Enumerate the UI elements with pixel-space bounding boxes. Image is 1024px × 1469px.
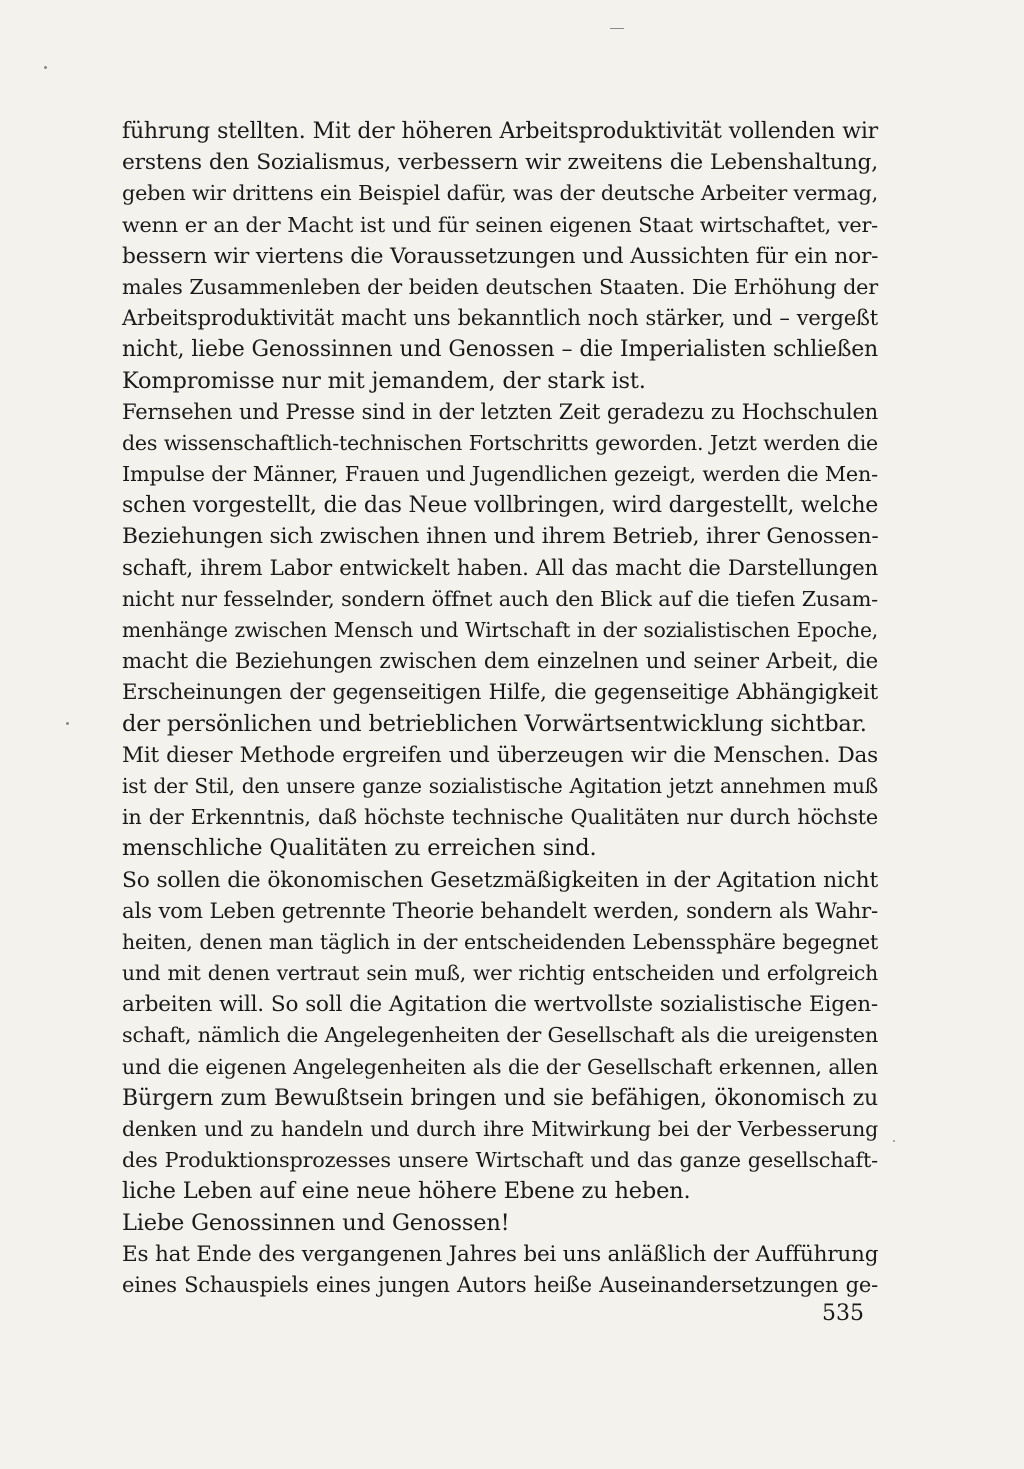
text-line: Liebe Genossinnen und Genossen! bbox=[122, 1209, 510, 1236]
text-line: Impulse der Männer, Frauen und Jugendlichen gezeigt, werden die Men- bbox=[122, 462, 878, 487]
text-line: nicht, liebe Genossinnen und Genossen – die Imperialisten schließen bbox=[122, 337, 878, 363]
text-line: Mit dieser Methode ergreifen und überzeugen wir die Menschen. Das bbox=[122, 742, 878, 768]
text-line: ist der Stil, den unsere ganze sozialistische Agitation jetzt annehmen muß bbox=[122, 773, 878, 798]
scan-speck bbox=[893, 1140, 895, 1142]
text-line: denken und zu handeln und durch ihre Mitwirkung bei der Verbesserung bbox=[122, 1117, 878, 1141]
text-line: Bürgern zum Bewußtsein bringen und sie befähigen, ökonomisch zu bbox=[122, 1085, 878, 1111]
text-line: menhänge zwischen Mensch und Wirtschaft in der sozialistischen Epoche, bbox=[122, 618, 878, 642]
text-line: schen vorgestellt, die das Neue vollbringen, wird dargestellt, welche bbox=[122, 493, 879, 519]
text-line: heiten, denen man täglich in der entscheidenden Lebenssphäre begegnet bbox=[122, 929, 878, 954]
text-line: males Zusammenleben der beiden deutschen Staaten. Die Erhöhung der bbox=[122, 274, 878, 299]
text-line: schaft, ihrem Labor entwickelt haben. All das macht die Darstellungen bbox=[122, 555, 878, 581]
text-line: und die eigenen Angelegenheiten als die der Gesellschaft erkennen, allen bbox=[122, 1054, 878, 1079]
text-line: macht die Beziehungen zwischen dem einzelnen und seiner Arbeit, die bbox=[122, 649, 878, 675]
text-line: und mit denen vertraut sein muß, wer richtig entscheiden und erfolgreich bbox=[122, 961, 878, 986]
scan-speck bbox=[66, 722, 69, 725]
text-line: als vom Leben getrennte Theorie behandelt werden, sondern als Wahr- bbox=[122, 898, 878, 924]
text-line: nicht nur fesselnder, sondern öffnet auch den Blick auf die tiefen Zusam- bbox=[122, 586, 878, 611]
text-line: wenn er an der Macht ist und für seinen eigenen Staat wirtschaftet, ver- bbox=[122, 212, 878, 237]
text-line: Arbeitsproduktivität macht uns bekanntlich noch stärker, und – vergeßt bbox=[122, 306, 878, 331]
text-line: menschliche Qualitäten zu erreichen sind. bbox=[122, 835, 597, 862]
text-line: Erscheinungen der gegenseitigen Hilfe, die gegenseitige Abhängigkeit bbox=[122, 680, 878, 706]
text-line: Es hat Ende des vergangenen Jahres bei uns anläßlich der Aufführung bbox=[122, 1241, 879, 1267]
text-line: Fernsehen und Presse sind in der letzten Zeit geradezu zu Hochschulen bbox=[122, 399, 878, 424]
text-line: des wissenschaftlich-technischen Fortschritts geworden. Jetzt werden die bbox=[122, 430, 878, 455]
text-line: der persönlichen und betrieblichen Vorwärtsentwicklung sichtbar. bbox=[122, 710, 867, 737]
text-line: arbeiten will. So soll die Agitation die wertvollste sozialistische Eigen- bbox=[122, 992, 878, 1018]
text-line: in der Erkenntnis, daß höchste technische Qualitäten nur durch höchste bbox=[122, 805, 878, 830]
body-text bbox=[122, 116, 878, 1301]
scan-speck bbox=[44, 66, 47, 69]
text-line: eines Schauspiels eines jungen Autors heiße Auseinandersetzungen ge- bbox=[122, 1272, 878, 1297]
text-line: Beziehungen sich zwischen ihnen und ihrem Betrieb, ihrer Genossen- bbox=[122, 524, 879, 550]
text-line: führung stellten. Mit der höheren Arbeitsproduktivität vollenden wir bbox=[122, 119, 878, 144]
text-line: des Produktionsprozesses unsere Wirtschaft und das ganze gesellschaft- bbox=[122, 1148, 878, 1173]
text-line: liche Leben auf eine neue höhere Ebene zu heben. bbox=[122, 1178, 691, 1205]
text-line: schaft, nämlich die Angelegenheiten der Gesellschaft als die ureigensten bbox=[122, 1023, 878, 1048]
scan-speck bbox=[610, 28, 624, 29]
text-line: So sollen die ökonomischen Gesetzmäßigkeiten in der Agitation nicht bbox=[122, 867, 878, 893]
text-line: Kompromisse nur mit jemandem, der stark ist. bbox=[122, 367, 646, 394]
text-line: bessern wir viertens die Voraussetzungen und Aussichten für ein nor- bbox=[122, 243, 879, 269]
text-line: erstens den Sozialismus, verbessern wir zweitens die Lebenshaltung, bbox=[122, 150, 878, 176]
page-number: 535 bbox=[822, 1301, 864, 1326]
text-line: geben wir drittens ein Beispiel dafür, was der deutsche Arbeiter vermag, bbox=[122, 181, 878, 206]
